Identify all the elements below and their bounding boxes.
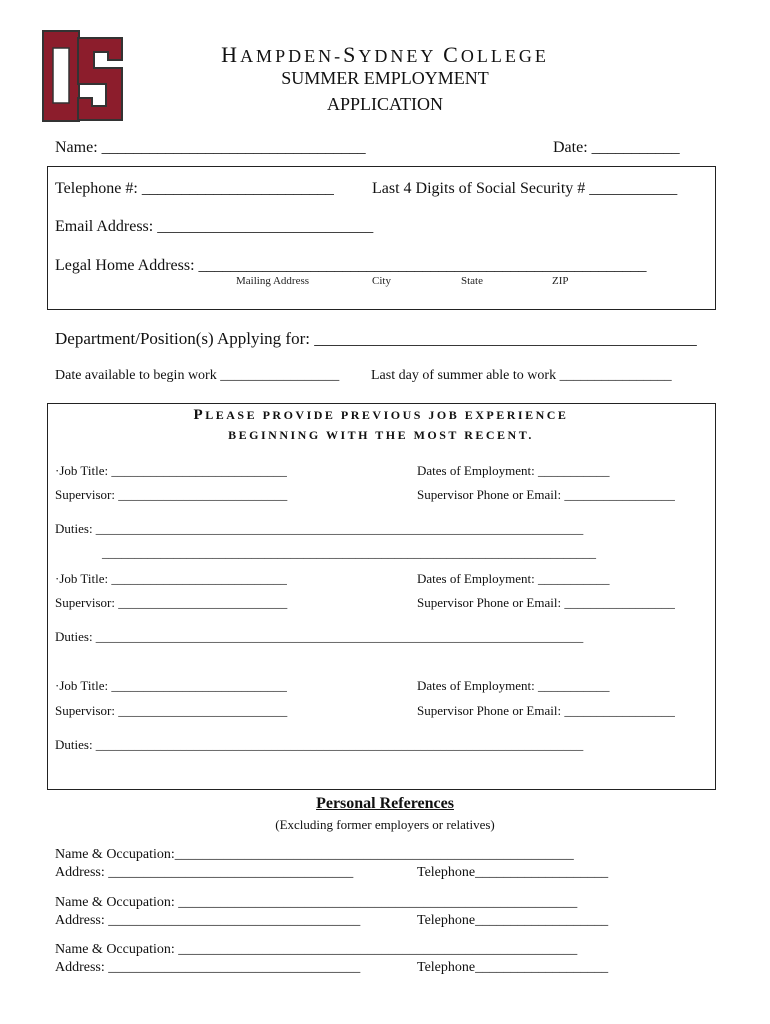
department-field[interactable]: Department/Position(s) Applying for: _____________________________________________ — [55, 329, 697, 348]
reference-telephone-field[interactable]: Telephone___________________ — [417, 913, 609, 928]
supervisor-field[interactable]: Supervisor: __________________________ — [55, 703, 288, 718]
address-label-city: City — [372, 275, 391, 287]
experience-heading-line2: BEGINNING WITH THE MOST RECENT. — [228, 428, 534, 442]
name-field[interactable]: Name: _________________________________ — [55, 139, 366, 156]
date-available-field[interactable]: Date available to begin work _________________ — [55, 368, 340, 383]
job-dates-field[interactable]: Dates of Employment: ___________ — [417, 463, 610, 478]
telephone-field[interactable]: Telephone #: ________________________ — [55, 180, 334, 197]
job-title-field[interactable]: ·Job Title: ___________________________ — [55, 463, 287, 478]
email-field[interactable]: Email Address: ___________________________ — [55, 218, 374, 235]
reference-address-field[interactable]: Address: ____________________________________ — [55, 913, 361, 928]
duties-field[interactable]: Duties: ___________________________________________________________________________ — [55, 629, 584, 644]
supervisor-contact-field[interactable]: Supervisor Phone or Email: _________________ — [417, 595, 675, 610]
ssn-field[interactable]: Last 4 Digits of Social Security # ___________ — [372, 180, 678, 197]
reference-telephone-field[interactable]: Telephone___________________ — [417, 865, 609, 880]
job-title-field[interactable]: ·Job Title: ___________________________ — [55, 678, 287, 693]
references-subheading: (Excluding former employers or relatives) — [275, 817, 495, 832]
duties-field[interactable]: Duties: ___________________________________________________________________________ — [55, 737, 584, 752]
job-dates-field[interactable]: Dates of Employment: ___________ — [417, 571, 610, 586]
supervisor-contact-field[interactable]: Supervisor Phone or Email: _________________ — [417, 487, 675, 502]
reference-name-field[interactable]: Name & Occupation:_________________________________________________________ — [55, 847, 574, 862]
last-day-field[interactable]: Last day of summer able to work ________________ — [371, 368, 672, 383]
supervisor-contact-field[interactable]: Supervisor Phone or Email: _________________ — [417, 703, 675, 718]
supervisor-field[interactable]: Supervisor: __________________________ — [55, 487, 288, 502]
reference-address-field[interactable]: Address: ___________________________________ — [55, 865, 354, 880]
form-title-line2: APPLICATION — [326, 94, 443, 114]
reference-telephone-field[interactable]: Telephone___________________ — [417, 960, 609, 975]
date-field[interactable]: Date: ___________ — [553, 139, 680, 156]
supervisor-field[interactable]: Supervisor: __________________________ — [55, 595, 288, 610]
home-address-field[interactable]: Legal Home Address: ________________________________________________________ — [55, 257, 647, 274]
duties-field-line2[interactable]: ____________________________________________________________________________ — [102, 545, 596, 560]
address-label-zip: ZIP — [552, 275, 569, 287]
college-name: HAMPDEN-SYDNEY COLLEGE — [221, 42, 549, 67]
form-title-line1: SUMMER EMPLOYMENT — [281, 68, 489, 88]
reference-address-field[interactable]: Address: ____________________________________ — [55, 960, 361, 975]
address-label-mailing: Mailing Address — [236, 275, 310, 287]
reference-name-field[interactable]: Name & Occupation: _________________________________________________________ — [55, 895, 578, 910]
job-title-field[interactable]: ·Job Title: ___________________________ — [55, 571, 287, 586]
reference-name-field[interactable]: Name & Occupation: _________________________________________________________ — [55, 942, 578, 957]
references-heading: Personal References — [316, 795, 454, 812]
job-dates-field[interactable]: Dates of Employment: ___________ — [417, 678, 610, 693]
experience-heading-line1: PLEASE PROVIDE PREVIOUS JOB EXPERIENCE — [193, 407, 569, 423]
address-label-state: State — [461, 275, 483, 287]
duties-field[interactable]: Duties: ___________________________________________________________________________ — [55, 521, 584, 536]
